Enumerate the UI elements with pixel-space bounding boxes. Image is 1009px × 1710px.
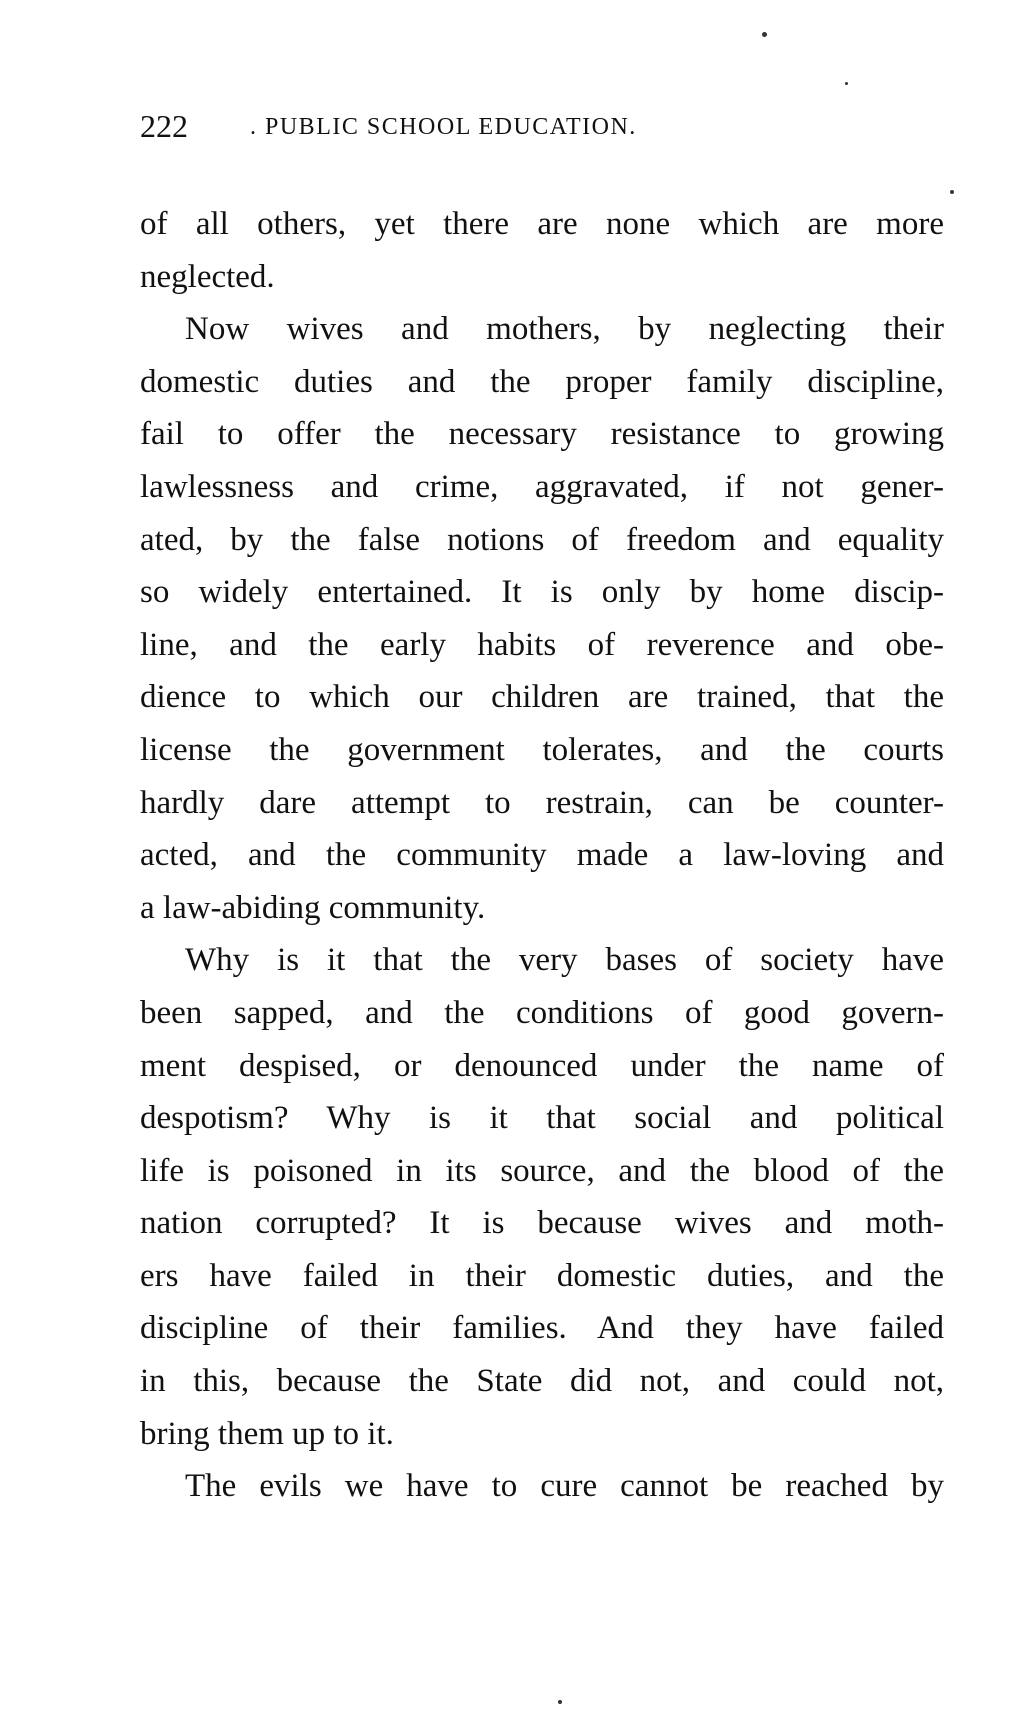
scan-speck bbox=[950, 190, 954, 194]
text-line: ers have failed in their domestic duties, and the bbox=[140, 1257, 944, 1294]
text-line: so widely entertained. It is only by home discip- bbox=[140, 574, 944, 611]
text-line: discipline of their families. And they have failed bbox=[140, 1310, 944, 1347]
text-line: ment despised, or denounced under the name of bbox=[140, 1047, 944, 1084]
text-line: domestic duties and the proper family discipline, bbox=[140, 363, 944, 400]
text-line: life is poisoned in its source, and the blood of the bbox=[140, 1152, 944, 1189]
text-line: bring them up to it. bbox=[140, 1415, 394, 1452]
text-line: despotism? Why is it that social and political bbox=[140, 1100, 944, 1137]
text-line: fail to offer the necessary resistance to growing bbox=[140, 416, 944, 453]
text-line: line, and the early habits of reverence and obe- bbox=[140, 626, 944, 663]
text-line: nation corrupted? It is because wives and moth- bbox=[140, 1205, 944, 1242]
page-body-text bbox=[140, 198, 944, 1513]
text-line: The evils we have to cure cannot be reached by bbox=[185, 1468, 944, 1505]
text-line: license the government tolerates, and the courts bbox=[140, 731, 944, 768]
text-line: Now wives and mothers, by neglecting their bbox=[185, 311, 944, 348]
text-line: Why is it that the very bases of society have bbox=[185, 942, 944, 979]
text-line: a law-abiding community. bbox=[140, 889, 486, 926]
text-line: lawlessness and crime, aggravated, if not gener- bbox=[140, 468, 944, 505]
page-number: 222 bbox=[140, 108, 188, 144]
scan-speck bbox=[762, 32, 767, 37]
running-title: . PUBLIC SCHOOL EDUCATION. bbox=[250, 114, 637, 140]
scan-speck bbox=[845, 82, 848, 85]
scan-speck bbox=[558, 1700, 562, 1704]
text-line: neglected. bbox=[140, 258, 275, 295]
text-line: dience to which our children are trained, that the bbox=[140, 679, 944, 716]
text-line: in this, because the State did not, and could not, bbox=[140, 1363, 944, 1400]
text-line: ated, by the false notions of freedom and equality bbox=[140, 521, 944, 558]
text-line: hardly dare attempt to restrain, can be counter- bbox=[140, 784, 944, 821]
text-line: been sapped, and the conditions of good govern- bbox=[140, 994, 944, 1031]
running-header bbox=[140, 108, 780, 148]
text-line: of all others, yet there are none which are more bbox=[140, 206, 944, 242]
text-line: acted, and the community made a law-loving and bbox=[140, 837, 944, 874]
